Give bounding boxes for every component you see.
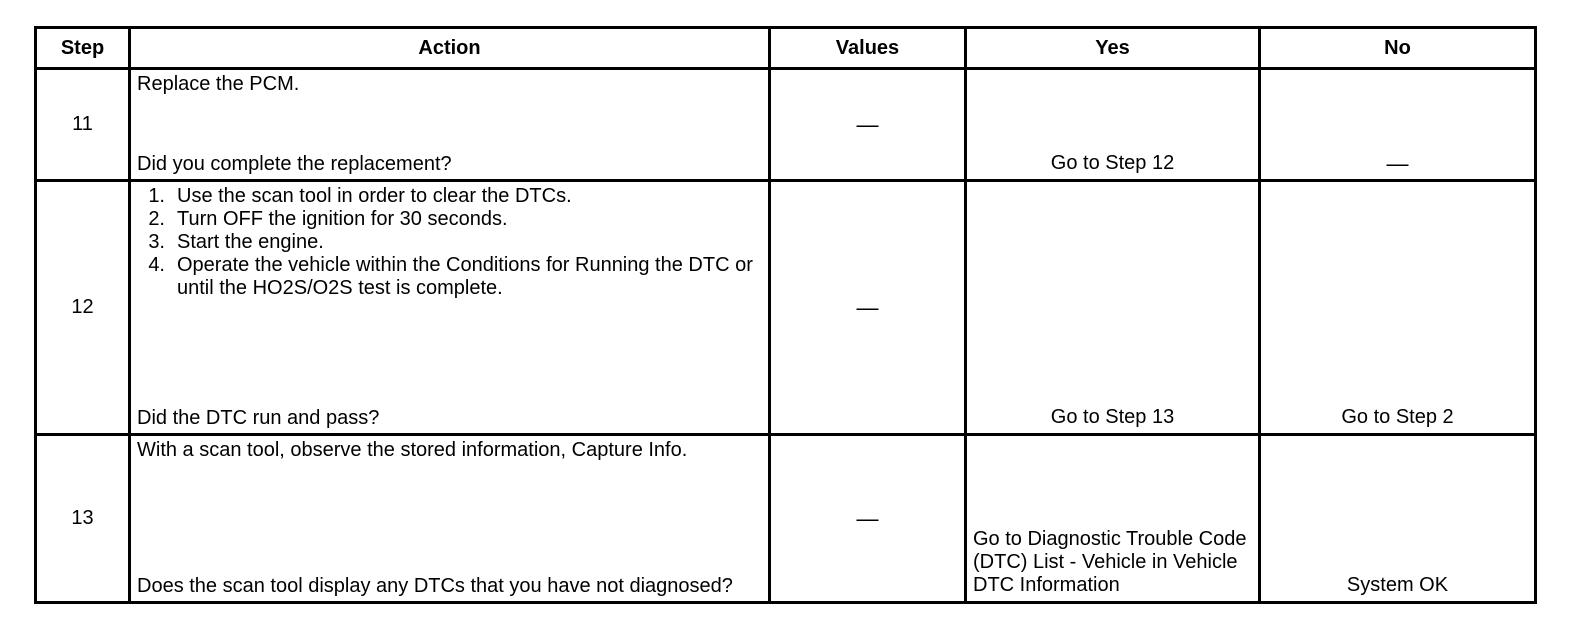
- list-item-text: Use the scan tool in order to clear the DTCs.: [177, 185, 572, 207]
- list-item: [148, 254, 762, 300]
- diagnostic-table: [34, 26, 1537, 604]
- action-intro: With a scan tool, observe the stored information, Capture Info.: [137, 439, 688, 461]
- values-cell: —: [770, 435, 966, 603]
- header-no: No: [1260, 28, 1536, 69]
- yes-cell: [966, 69, 1260, 181]
- yes-text: Go to Diagnostic Trouble Code (DTC) List - Vehicle in Vehicle DTC Information: [973, 528, 1247, 596]
- step-number: 12: [36, 181, 130, 435]
- table-row: [36, 181, 1536, 435]
- no-cell: [1260, 69, 1536, 181]
- action-question: Did you complete the replacement?: [137, 153, 452, 175]
- list-item: [148, 231, 762, 254]
- no-text: —: [1386, 151, 1409, 176]
- action-question: Does the scan tool display any DTCs that you have not diagnosed?: [137, 575, 733, 597]
- values-cell: —: [770, 181, 966, 435]
- action-intro: Replace the PCM.: [137, 73, 300, 95]
- list-item: [148, 185, 762, 208]
- action-cell: [130, 435, 770, 603]
- list-item-text: Operate the vehicle within the Conditions for Running the DTC or until the HO2S/O2S test is complete.: [177, 254, 753, 299]
- step-number: 11: [36, 69, 130, 181]
- header-row: [36, 28, 1536, 69]
- yes-text: Go to Step 12: [1050, 152, 1175, 174]
- yes-cell: [966, 181, 1260, 435]
- action-question: Did the DTC run and pass?: [137, 407, 380, 429]
- table-row: [36, 435, 1536, 603]
- list-item-number: 1.: [148, 185, 165, 207]
- list-item-number: 4.: [148, 254, 165, 276]
- list-item-text: Turn OFF the ignition for 30 seconds.: [177, 208, 508, 230]
- no-text: Go to Step 2: [1341, 406, 1454, 428]
- list-item-text: Start the engine.: [177, 231, 324, 253]
- list-item-number: 2.: [148, 208, 165, 230]
- action-cell: [130, 69, 770, 181]
- list-item-number: 3.: [148, 231, 165, 253]
- no-cell: [1260, 435, 1536, 603]
- header-step: Step: [36, 28, 130, 69]
- table-row: [36, 69, 1536, 181]
- header-yes: Yes: [966, 28, 1260, 69]
- no-text: System OK: [1346, 574, 1449, 596]
- no-cell: [1260, 181, 1536, 435]
- header-action: Action: [130, 28, 770, 69]
- list-item: [148, 208, 762, 231]
- header-values: Values: [770, 28, 966, 69]
- action-cell: [130, 181, 770, 435]
- yes-cell: [966, 435, 1260, 603]
- yes-text: Go to Step 13: [1050, 406, 1175, 428]
- values-cell: —: [770, 69, 966, 181]
- action-steps-list: [137, 185, 762, 300]
- step-number: 13: [36, 435, 130, 603]
